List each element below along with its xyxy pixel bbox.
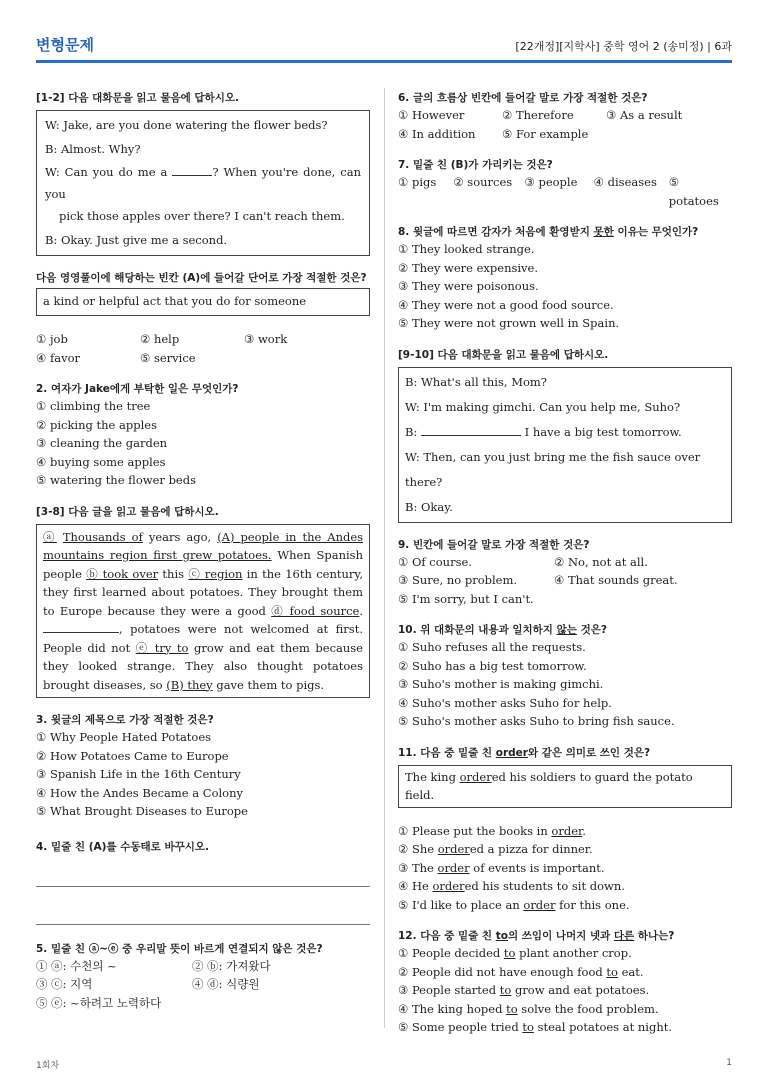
dialogue-line: W: Can you do me a ? When you're done, can you xyxy=(45,165,362,201)
q9-option[interactable]: ④ That sounds great. xyxy=(554,573,678,587)
dialogue-line: B: Okay. Just give me a second. xyxy=(45,233,228,247)
q7-option[interactable]: ③ people xyxy=(524,175,578,189)
footer-page-number: 1 xyxy=(726,1058,732,1068)
dialogue-line: W: Then, can you just bring me the fish sauce over there? xyxy=(405,449,701,489)
dialogue-line: W: Jake, are you done watering the flower beds? xyxy=(45,118,328,132)
q11-option[interactable]: ① Please put the books in order. xyxy=(398,823,586,838)
answer-line[interactable] xyxy=(36,923,370,925)
right-column xyxy=(398,90,732,1037)
underline-a: Thousands of xyxy=(62,529,143,544)
dialogue-line: B: Almost. Why? xyxy=(45,142,141,156)
q9-option[interactable]: ③ Sure, no problem. xyxy=(398,573,518,587)
answer-line[interactable] xyxy=(36,885,370,887)
q12-option[interactable]: ② People did not have enough food to eat. xyxy=(398,964,644,979)
q9-option[interactable]: ② No, not at all. xyxy=(554,554,648,569)
q4-stem: 4. 밑줄 친 (A)를 수동태로 바꾸시오. xyxy=(36,840,210,853)
q11-options xyxy=(398,822,732,915)
passage-box: ⓐ Thousands of years ago, (A) people in the Andes mountains region first grew potatoes. When Spanish people ⓑ took over this ⓒ region in the 16th century, they first learned about potatoes. They brought them to Europe because they were a good ⓓ food source. , potatoes were not welcomed at first. People did not ⓔ try to grow and eat them because they looked strange. They also thought potatoes brought diseases, so (B) they gave them to pigs. xyxy=(36,524,370,699)
q5-option[interactable]: ④ ⓓ: 식량원 xyxy=(192,977,260,991)
q3-option[interactable]: ④ How the Andes Became a Colony xyxy=(36,785,243,800)
q3-option[interactable]: ② How Potatoes Came to Europe xyxy=(36,748,229,763)
dialogue-box-1 xyxy=(36,110,370,256)
q9-option[interactable]: ⑤ I'm sorry, but I can't. xyxy=(398,591,534,606)
q5-options xyxy=(36,957,370,1013)
q3-option[interactable]: ① Why People Hated Potatoes xyxy=(36,730,212,744)
q6-option[interactable]: ① However xyxy=(398,108,465,122)
q11-option[interactable]: ⑤ I'd like to place an order for this one. xyxy=(398,897,630,912)
q5-stem: 5. 밑줄 친 ⓐ~ⓔ 중 우리말 뜻이 바르게 연결되지 않은 것은? xyxy=(36,942,323,955)
blank-A xyxy=(172,175,212,176)
q2-option[interactable]: ⑤ watering the flower beds xyxy=(36,473,197,487)
header-rule xyxy=(36,60,732,63)
instruction-1-2: [1-2] 다음 대화문을 읽고 물음에 답하시오. xyxy=(36,92,239,104)
q2-option[interactable]: ① climbing the tree xyxy=(36,399,151,413)
column-divider xyxy=(384,88,385,1028)
q2-option[interactable]: ④ buying some apples xyxy=(36,454,166,469)
q3-options xyxy=(36,728,370,821)
q1-option[interactable]: ⑤ service xyxy=(140,350,196,365)
q5-option[interactable]: ③ ⓒ: 지역 xyxy=(36,977,93,991)
blank-6 xyxy=(43,632,119,633)
q12-option[interactable]: ⑤ Some people tried to steal potatoes at night. xyxy=(398,1020,672,1034)
q2-option[interactable]: ② picking the apples xyxy=(36,417,157,432)
q12-option[interactable]: ④ The king hoped to solve the food problem. xyxy=(398,1001,659,1016)
q7-option[interactable]: ② sources xyxy=(453,175,513,189)
q6-option[interactable]: ④ In addition xyxy=(398,126,476,141)
q12-option[interactable]: ① People decided to plant another crop. xyxy=(398,946,632,960)
footer-session: 1회차 xyxy=(36,1061,60,1071)
q8-option[interactable]: ⑤ They were not grown well in Spain. xyxy=(398,316,620,330)
underline-c: ⓒ region xyxy=(188,566,243,581)
q3-option[interactable]: ③ Spanish Life in the 16th Century xyxy=(36,767,241,781)
q5-option[interactable]: ⑤ ⓔ: ~하려고 노력하다 xyxy=(36,995,162,1010)
instruction-9-10: [9-10] 다음 대화문을 읽고 물음에 답하시오. xyxy=(398,348,609,361)
q1-option[interactable]: ④ favor xyxy=(36,350,80,365)
q6-stem: 6. 글의 흐름상 빈칸에 들어갈 말로 가장 적절한 것은? xyxy=(398,92,648,104)
q11-option[interactable]: ② She ordered a pizza for dinner. xyxy=(398,842,593,856)
q1-stem: 다음 영영풀이에 해당하는 빈칸 (A)에 들어갈 단어로 가장 적절한 것은? xyxy=(36,272,367,284)
page-title: 변형문제 xyxy=(36,36,94,54)
dialogue-line: B: I have a big test tomorrow. xyxy=(405,424,682,439)
q8-options xyxy=(398,240,732,333)
blank-9 xyxy=(421,435,521,436)
q10-option[interactable]: ⑤ Suho's mother asks Suho to bring fish sauce. xyxy=(398,714,675,728)
q8-option[interactable]: ③ They were poisonous. xyxy=(398,279,539,293)
underline-d: ⓓ food source xyxy=(271,603,360,618)
q10-stem: 10. 위 대화문의 내용과 일치하지 않는 것은? xyxy=(398,624,607,636)
q11-box: The king ordered his soldiers to guard the potato field. xyxy=(398,765,732,808)
q8-option[interactable]: ② They were expensive. xyxy=(398,260,539,275)
dialogue-line: W: I'm making gimchi. Can you help me, Suho? xyxy=(405,399,681,414)
q8-option[interactable]: ① They looked strange. xyxy=(398,242,535,256)
instruction-3-8: [3-8] 다음 글을 읽고 물음에 답하시오. xyxy=(36,505,219,518)
q1-option[interactable]: ② help xyxy=(140,332,180,346)
q10-options xyxy=(398,638,732,731)
dialogue-line: B: What's all this, Mom? xyxy=(405,374,547,389)
q2-stem: 2. 여자가 Jake에게 부탁한 일은 무엇인가? xyxy=(36,383,239,395)
q7-option[interactable]: ④ diseases xyxy=(593,175,657,189)
q9-options xyxy=(398,553,732,609)
q7-options xyxy=(398,173,732,210)
q7-stem: 7. 밑줄 친 (B)가 가리키는 것은? xyxy=(398,159,553,171)
q10-option[interactable]: ④ Suho's mother asks Suho for help. xyxy=(398,695,612,710)
q12-stem: 12. 다음 중 밑줄 친 to의 쓰임이 나머지 넷과 다른 하나는? xyxy=(398,930,675,942)
q10-option[interactable]: ① Suho refuses all the requests. xyxy=(398,640,586,654)
underline-e: ⓔ try to xyxy=(135,640,189,655)
q10-option[interactable]: ③ Suho's mother is making gimchi. xyxy=(398,677,604,691)
page-subtitle: [22개정][지학사] 중학 영어 2 (송미정) | 6과 xyxy=(515,40,732,53)
q6-option[interactable]: ② Therefore xyxy=(502,108,574,122)
q12-option[interactable]: ③ People started to grow and eat potatoes. xyxy=(398,983,650,997)
q11-option[interactable]: ④ He ordered his students to sit down. xyxy=(398,879,625,893)
dialogue-line: B: Okay. xyxy=(405,499,453,514)
q6-option[interactable]: ⑤ For example xyxy=(502,126,589,141)
q3-option[interactable]: ⑤ What Brought Diseases to Europe xyxy=(36,804,248,818)
q7-option[interactable]: ① pigs xyxy=(398,175,437,189)
q1-option[interactable]: ① job xyxy=(36,332,68,346)
q9-option[interactable]: ① Of course. xyxy=(398,554,472,569)
q2-options xyxy=(36,397,370,490)
left-column xyxy=(36,90,370,1012)
q1-option[interactable]: ③ work xyxy=(244,332,288,346)
q1-options xyxy=(36,330,370,367)
q8-option[interactable]: ④ They were not a good food source. xyxy=(398,297,614,312)
mark-a: ⓐ xyxy=(43,529,57,544)
q12-options xyxy=(398,944,732,1037)
q7-option[interactable]: ⑤ potatoes xyxy=(668,175,719,208)
underline-b: ⓑ took over xyxy=(86,566,159,581)
dialogue-line: pick those apples over there? I can't reach them. xyxy=(59,209,345,223)
definition-box: a kind or helpful act that you do for someone xyxy=(36,288,370,316)
q9-stem: 9. 빈칸에 들어갈 말로 가장 적절한 것은? xyxy=(398,538,590,551)
q6-option[interactable]: ③ As a result xyxy=(606,108,683,122)
dialogue-box-2 xyxy=(398,367,732,523)
q5-option[interactable]: ① ⓐ: 수천의 ~ xyxy=(36,958,117,973)
q6-options xyxy=(398,106,732,143)
underline-B: (B) they xyxy=(166,677,213,692)
q11-stem: 11. 다음 중 밑줄 친 order와 같은 의미로 쓰인 것은? xyxy=(398,746,651,759)
q5-option[interactable]: ② ⓑ: 가져왔다 xyxy=(192,958,271,973)
q10-option[interactable]: ② Suho has a big test tomorrow. xyxy=(398,658,587,673)
underline-A: (A) people in the Andes mountains region first grew potatoes. xyxy=(43,529,364,562)
q8-stem: 8. 윗글에 따르면 감자가 처음에 환영받지 못한 이유는 무엇인가? xyxy=(398,226,699,238)
q3-stem: 3. 윗글의 제목으로 가장 적절한 것은? xyxy=(36,714,214,726)
q2-option[interactable]: ③ cleaning the garden xyxy=(36,436,168,450)
q11-option[interactable]: ③ The order of events is important. xyxy=(398,860,605,875)
